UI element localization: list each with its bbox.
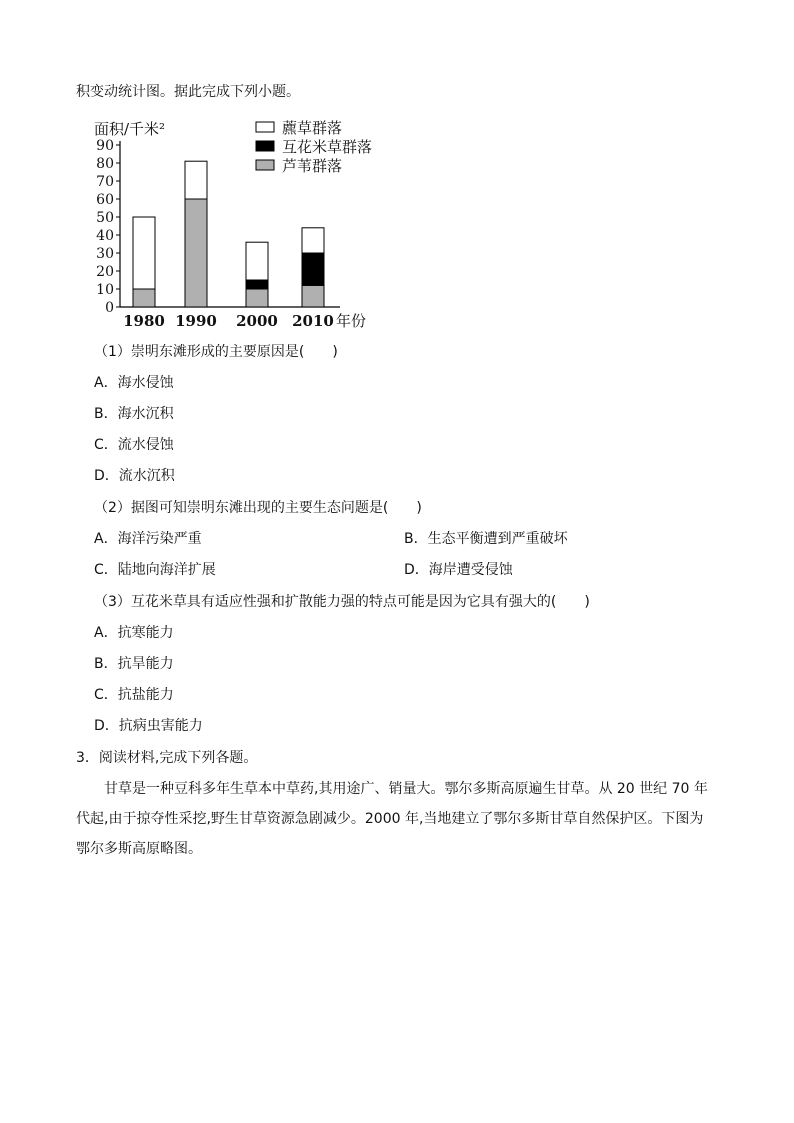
question-2-option-c: C．陆地向海洋扩展 [94,562,216,578]
bar-2010-series-1 [302,253,324,285]
question-1-option-a: A．海水侵蚀 [94,375,174,391]
bar-1980-series-2 [133,217,155,289]
question-1-option-b: B．海水沉积 [94,406,174,422]
legend-label-0: 藨草群落 [282,119,343,137]
bar-1990-series-0 [185,199,207,307]
section-3-material-text: 甘草是一种豆科多年生草本中草药,其用途广、销量大。鄂尔多斯高原遍生甘草。从 20 世纪 70 年代起,由于掠夺性采挖,野生甘草资源急剧减少。2000 年,当地建立了鄂尔多斯甘草自然保护区。下图为鄂尔多斯高原略图。 [76,781,708,857]
question-1-option-d: D．流水沉积 [94,468,175,484]
x-tick-label-1990: 1990 [175,312,217,330]
section-3-heading: 3．阅读材料,完成下列各题。 [76,750,258,766]
section-3-material [76,774,716,864]
bar-2000-series-1 [246,280,268,289]
bar-2010-series-0 [302,285,324,307]
y-tick-label-50: 50 [96,210,114,226]
question-1-stem: （1）崇明东滩形成的主要原因是( ) [94,344,338,360]
y-tick-label-70: 70 [96,174,114,190]
question-3-option-d: D．抗病虫害能力 [94,718,203,734]
bar-2000-series-0 [246,289,268,307]
question-2-option-d: D．海岸遭受侵蚀 [404,562,513,578]
y-tick-label-80: 80 [96,156,114,172]
y-tick-label-30: 30 [96,246,114,262]
question-1-option-c: C．流水侵蚀 [94,437,174,453]
legend-swatch-1 [256,141,274,151]
x-tick-label-2000: 2000 [236,312,278,330]
stacked-bar-chart [84,108,394,334]
y-tick-label-90: 90 [96,138,114,154]
legend-swatch-2 [256,160,274,170]
question-2-options-row-1 [0,529,794,549]
question-3-stem: （3）互花米草具有适应性强和扩散能力强的特点可能是因为它具有强大的( ) [94,594,590,610]
question-3-option-a: A．抗寒能力 [94,625,174,641]
bar-2000-series-2 [246,242,268,280]
question-2-stem: （2）据图可知崇明东滩出现的主要生态问题是( ) [94,500,422,516]
legend-label-1: 互花米草群落 [282,138,373,156]
legend-swatch-0 [256,122,274,132]
question-3-option-b: B．抗旱能力 [94,656,174,672]
y-tick-label-60: 60 [96,192,114,208]
question-2-options-row-2 [0,560,794,580]
bar-1990-series-2 [185,161,207,199]
y-tick-label-0: 0 [105,300,114,316]
question-3-option-c: C．抗盐能力 [94,687,174,703]
bar-2010-series-2 [302,228,324,253]
y-tick-label-10: 10 [96,282,114,298]
x-axis-label: 年份 [336,312,367,330]
legend-label-2: 芦苇群落 [282,157,343,175]
intro-line: 积变动统计图。据此完成下列小题。 [76,84,300,100]
bar-1980-series-0 [133,289,155,307]
question-2-option-b: B．生态平衡遭到严重破坏 [404,531,568,547]
x-tick-label-1980: 1980 [123,312,165,330]
question-2-option-a: A．海洋污染严重 [94,531,202,547]
y-axis-label: 面积/千米² [94,120,166,138]
y-tick-label-40: 40 [96,228,114,244]
x-tick-label-2010: 2010 [292,312,334,330]
y-tick-label-20: 20 [96,264,114,280]
